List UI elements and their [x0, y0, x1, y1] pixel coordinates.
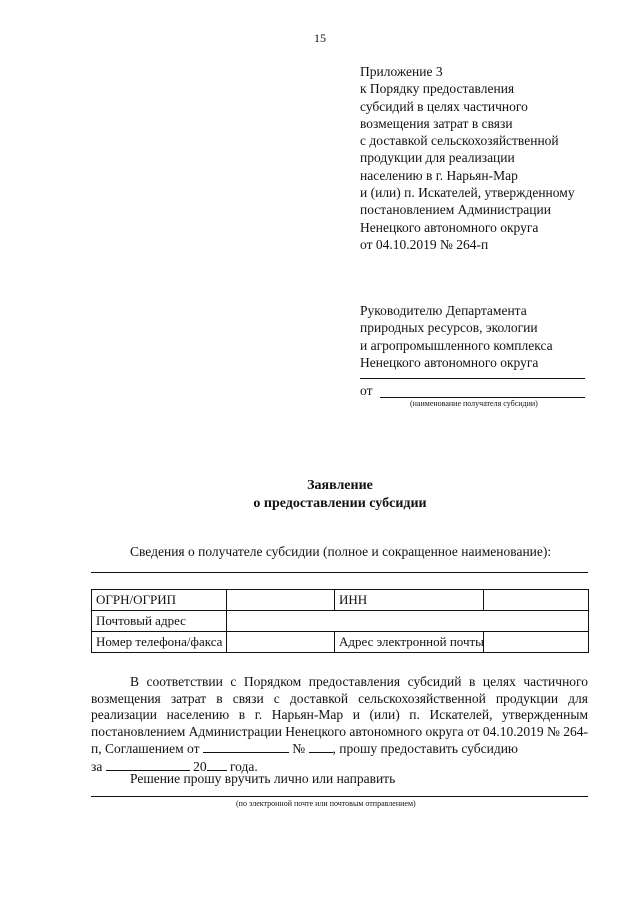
agreement-number-label: № [292, 741, 306, 756]
delivery-method-label: Решение прошу вручить лично или направить [130, 771, 396, 786]
appendix-line: Ненецкого автономного округа [360, 219, 539, 235]
phone-fax-value-cell[interactable] [227, 632, 335, 653]
appendix-line: с доставкой сельскохозяйственной [360, 133, 559, 149]
ogrn-label: ОГРН/ОГРИП [92, 590, 227, 611]
period-field[interactable] [106, 758, 190, 771]
recipient-info-label: Сведения о получателе субсидии (полное и сокращенное наименование): [130, 544, 552, 559]
appendix-line: субсидий в целях частичного [360, 98, 528, 114]
request-text: , прошу предоставить субсидию [332, 741, 519, 756]
delivery-method-field[interactable] [91, 796, 588, 797]
addressee-line: природных ресурсов, экологии [360, 320, 538, 336]
email-value-cell[interactable] [484, 632, 589, 653]
table-row [92, 590, 589, 611]
appendix-block [360, 63, 575, 253]
email-label: Адрес электронной почты [335, 632, 484, 653]
inn-value-cell[interactable] [484, 590, 589, 611]
year-prefix: 20 [193, 758, 207, 774]
document-title [0, 477, 640, 513]
agreement-number-field[interactable] [309, 740, 333, 753]
appendix-line: продукции для реализации [360, 150, 515, 166]
postal-address-label: Почтовый адрес [92, 611, 227, 632]
table-row [92, 611, 589, 632]
appendix-line: к Порядку предоставления [360, 81, 515, 97]
statement-text: В соответствии с Порядком предоставления субсидий в целях частичного возмещения затрат в связи с доставкой сельскохозяйственной продукции для реализации населению в г. Нарьян-Мар и (или) п. Искателей, утвержденным постановлением Администрации Ненецкого автономного округа от 04.10.2019 № 264-п, Соглашением от [91, 674, 589, 756]
appendix-line: и (или) п. Искателей, утвержденному [360, 185, 575, 201]
from-label: от [360, 383, 373, 398]
delivery-method-caption: (по электронной почте или почтовым отправлением) [236, 799, 416, 808]
appendix-line: постановлением Администрации [360, 202, 551, 218]
blank-line-above-from[interactable] [360, 378, 585, 379]
appendix-line: от 04.10.2019 № 264-п [360, 236, 489, 252]
applicant-name-caption: (наименование получателя субсидии) [410, 399, 538, 408]
year-suffix: года. [229, 758, 258, 774]
title-line-2: о предоставлении субсидии [253, 496, 427, 511]
addressee-block [360, 302, 553, 371]
appendix-line: Приложение 3 [360, 64, 443, 79]
year-field[interactable] [207, 758, 227, 771]
addressee-line: Ненецкого автономного округа [360, 354, 539, 370]
appendix-line: населению в г. Нарьян-Мар [360, 167, 518, 183]
period-label: за [91, 758, 103, 774]
agreement-date-field[interactable] [203, 740, 289, 753]
appendix-line: возмещения затрат в связи [360, 115, 513, 131]
recipient-details-table [91, 589, 589, 653]
page-number: 15 [314, 31, 326, 45]
ogrn-value-cell[interactable] [227, 590, 335, 611]
recipient-name-field[interactable] [91, 572, 588, 573]
applicant-name-field[interactable] [380, 397, 585, 398]
title-line-1: Заявление [307, 478, 373, 493]
addressee-line: Руководителю Департамента [360, 303, 527, 318]
postal-address-value-cell[interactable] [227, 611, 589, 632]
inn-label: ИНН [335, 590, 484, 611]
phone-fax-label: Номер телефона/факса [92, 632, 227, 653]
table-row [92, 632, 589, 653]
statement-body [91, 674, 588, 775]
statement-paragraph [91, 674, 588, 758]
addressee-line: и агропромышленного комплекса [360, 337, 553, 353]
